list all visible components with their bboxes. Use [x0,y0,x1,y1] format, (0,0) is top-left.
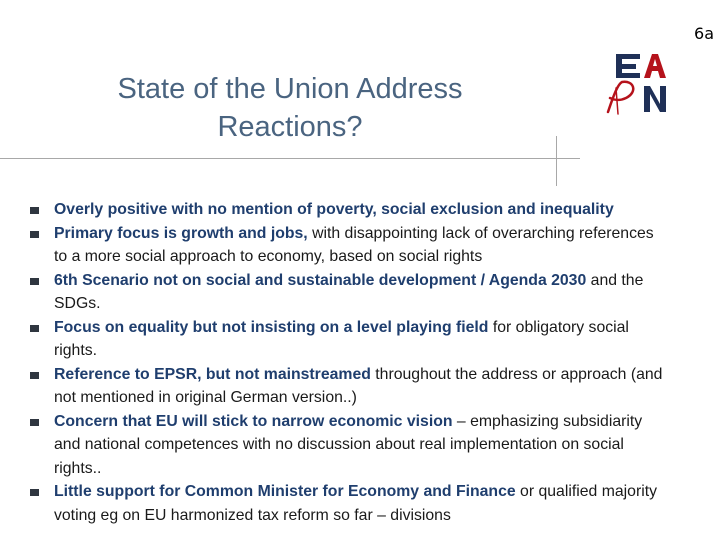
bullet-item [28,316,668,363]
bullet-highlight: Concern that EU will stick to narrow economic vision [54,412,453,430]
square-bullet-icon [30,419,39,426]
logo-letter-n [644,86,666,112]
title-line-1: State of the Union Address [117,73,463,105]
bullet-text: and the SDGs. [54,271,644,312]
square-bullet-icon [30,489,39,496]
bullet-highlight: 6th Scenario not on social and sustainable development / Agenda 2030 [54,271,587,289]
slide-title [60,70,520,146]
bullet-text: throughout the address or approach (and not mentioned in original German version..) [54,365,663,406]
bullet-item [28,410,668,481]
square-bullet-icon [30,325,39,332]
square-bullet-icon [30,278,39,285]
bullet-text: with disappointing lack of overarching references to a more social approach to economy, based on social rights [54,224,654,265]
title-divider [0,158,580,159]
title-line-2: Reactions? [217,111,363,143]
bullet-text: for obligatory social rights. [54,318,629,359]
bullet-item [28,480,668,527]
bullet-text: or qualified majority voting eg on EU harmonized tax reform so far – divisions [54,483,658,524]
slide-number: 6a [694,24,714,43]
square-bullet-icon [30,372,39,379]
bullet-item [28,222,668,269]
square-bullet-icon [30,231,39,238]
logo-letter-e [616,54,640,78]
bullet-item [28,269,668,316]
logo-letter-a [644,54,666,78]
eapn-logo [604,54,674,116]
bullet-highlight: Primary focus is growth and jobs, [54,224,308,242]
bullet-highlight: Focus on equality but not insisting on a level playing field [54,318,489,336]
bullet-highlight: Overly positive with no mention of poverty, social exclusion and inequality [54,201,614,218]
bullet-item [28,198,668,222]
vertical-divider [556,136,557,186]
logo-letter-p [608,82,633,112]
bullet-highlight: Reference to EPSR, but not mainstreamed [54,365,371,383]
square-bullet-icon [30,207,39,214]
bullet-text: – emphasizing subsidiarity and national competences with no discussion about real implementation on social rights.. [54,412,643,477]
bullet-list [28,198,668,527]
bullet-highlight: Little support for Common Minister for Economy and Finance [54,483,516,500]
bullet-item [28,363,668,410]
